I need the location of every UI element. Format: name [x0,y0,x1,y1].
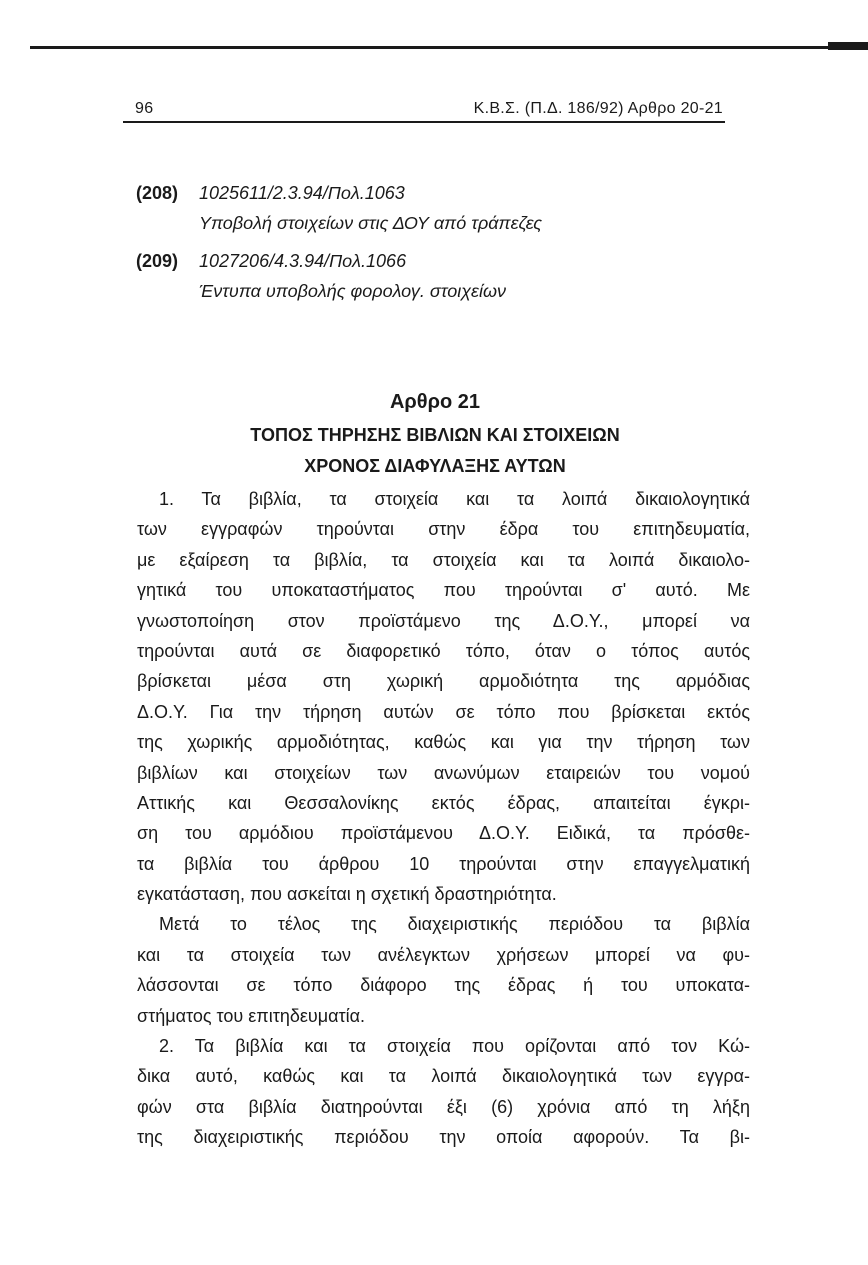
reference-code: 1025611/2.3.94/Πολ.1063 [199,183,405,203]
body-line: Μετά το τέλος της διαχειριστικής περιόδου τα βιβλία [159,914,750,935]
body-line: γητικά του υποκαταστήματος που τηρούνται σ' αυτό. Με [137,580,750,601]
reference-number: (208) [136,183,179,203]
page-number: 96 [135,100,154,117]
reference-code: 1027206/4.3.94/Πολ.1066 [199,251,407,271]
top-rule-cap [828,42,868,50]
body-line: των εγγραφών τηρούνται στην έδρα του επιτηδευματία, [137,519,750,540]
body-line: στήματος του επιτηδευματία. [137,1005,366,1026]
body-line: φών στα βιβλία διατηρούνται έξι (6) χρόνια από τη λήξη [137,1096,750,1117]
body-line: 1. Τα βιβλία, τα στοιχεία και τα λοιπά δικαιολογητικά [159,489,750,509]
body-line: ση του αρμόδιου προϊστάμενου Δ.Ο.Υ. Ειδικά, τα πρόσθε- [137,823,750,844]
article-title-line-2: ΧΡΟΝΟΣ ΔΙΑΦΥΛΑΞΗΣ ΑΥΤΩΝ [304,456,566,476]
body-line: και τα στοιχεία των ανέλεγκτων χρήσεων μπορεί να φυ- [137,944,750,965]
body-line: τηρούνται αυτά σε διαφορετικό τόπο, όταν ο τόπος αυτός [137,640,750,661]
body-line: τα βιβλία του άρθρου 10 τηρούνται στην επαγγελματική [137,853,750,874]
article-heading: Αρθρο 21 [389,391,481,413]
article-title-line-1: ΤΟΠΟΣ ΤΗΡΗΣΗΣ ΒΙΒΛΙΩΝ ΚΑΙ ΣΤΟΙΧΕΙΩΝ [250,425,620,445]
article-body [137,484,750,1153]
running-head-rule [123,121,725,123]
body-line: γνωστοποίηση στον προϊστάμενο της Δ.Ο.Υ., μπορεί να [137,610,750,631]
reference-number: (209) [136,251,179,271]
body-line: δικα αυτό, καθώς και τα λοιπά δικαιολογητικά των εγγρα- [137,1066,750,1087]
body-line: της χωρικής αρμοδιότητας, καθώς και για την τήρηση των [137,732,750,753]
running-head [135,96,725,120]
body-line: βρίσκεται μέσα στη χωρική αρμοδιότητα της αρμόδιας [137,671,750,692]
body-line: εγκατάσταση, που ασκείται η σχετική δραστηριότητα. [137,884,557,905]
top-rule [30,46,868,49]
reference-title: Έντυπα υποβολής φορολογ. στοιχείων [199,281,506,301]
reference-title: Υποβολή στοιχείων στις ΔΟΥ από τράπεζες [199,213,542,233]
body-line: λάσσονται σε τόπο διάφορο της έδρας ή του υποκατα- [137,975,750,996]
body-line: της διαχειριστικής περιόδου την οποία αφορούν. Τα βι- [137,1127,750,1148]
body-line: 2. Τα βιβλία και τα στοιχεία που ορίζονται από τον Κώ- [159,1036,750,1057]
body-line: Δ.Ο.Υ. Για την τήρηση αυτών σε τόπο που βρίσκεται εκτός [137,701,750,722]
body-line: βιβλίων και στοιχείων των ανωνύμων εταιρειών του νομού [137,762,750,783]
running-head-reference: Κ.Β.Σ. (Π.Δ. 186/92) Αρθρο 20-21 [473,100,723,117]
body-line: Αττικής και Θεσσαλονίκης εκτός έδρας, απαιτείται έγκρι- [137,792,750,813]
body-line: με εξαίρεση τα βιβλία, τα στοιχεία και τα λοιπά δικαιολο- [137,549,750,570]
